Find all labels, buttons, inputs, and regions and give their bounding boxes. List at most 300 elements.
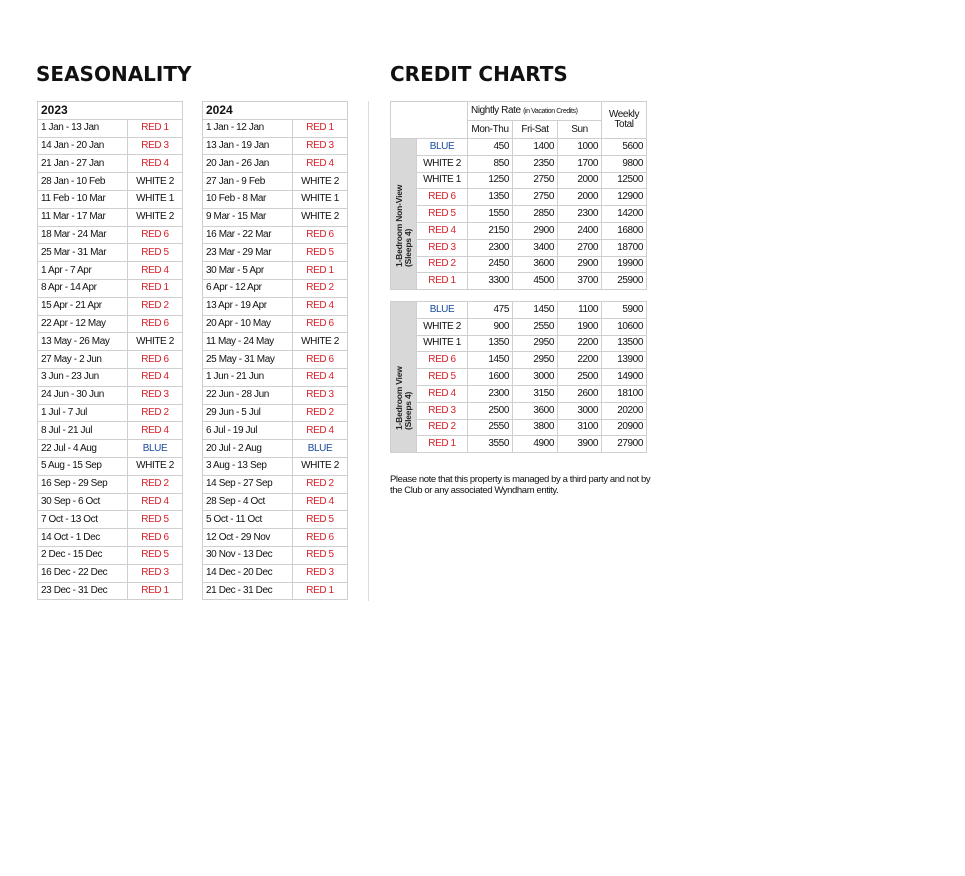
weekly-total-value: 9800 [602,155,647,172]
date-range: 16 Dec - 22 Dec [38,564,128,582]
room-type-name: 1-Bedroom Non-View [393,185,404,268]
credit-table-body [391,302,647,453]
season-label: RED 1 [293,119,348,137]
date-range: 1 Jul - 7 Jul [38,404,128,422]
weekly-total-value: 18700 [602,239,647,256]
date-range: 21 Dec - 31 Dec [203,582,293,600]
table-row [391,172,647,189]
sun-value: 2500 [558,369,602,386]
table-row [391,155,647,172]
date-range: 9 Mar - 15 Mar [203,208,293,226]
date-range: 18 Mar - 24 Mar [38,226,128,244]
table-row [203,173,348,191]
sun-value: 2600 [558,385,602,402]
date-range: 25 Mar - 31 Mar [38,244,128,262]
date-range: 20 Jul - 2 Aug [203,440,293,458]
fri-sat-value: 2950 [513,352,558,369]
date-range: 11 May - 24 May [203,333,293,351]
credit-header-row [391,102,647,121]
date-range: 28 Jan - 10 Feb [38,173,128,191]
table-row [38,475,183,493]
table-row [203,155,348,173]
date-range: 14 Dec - 20 Dec [203,564,293,582]
table-row [203,119,348,137]
room-type-label-cell [391,302,417,453]
table-row [203,404,348,422]
date-range: 1 Jan - 12 Jan [203,119,293,137]
credit-table-view [390,301,647,453]
credit-table-body [391,102,647,290]
sun-value: 2700 [558,239,602,256]
table-row [203,208,348,226]
year-row [203,102,348,120]
season-label: RED 4 [293,493,348,511]
table-row [203,564,348,582]
weekly-total-value: 12500 [602,172,647,189]
weekly-total-value: 14200 [602,206,647,223]
date-range: 2 Dec - 15 Dec [38,546,128,564]
season-label: RED 5 [293,244,348,262]
date-range: 20 Apr - 10 May [203,315,293,333]
table-row [38,440,183,458]
weekly-total-value: 14900 [602,369,647,386]
sun-value: 1000 [558,139,602,156]
season-label: RED 3 [293,137,348,155]
mon-thu-value: 1450 [468,352,513,369]
table-row [203,262,348,280]
room-capacity: (Sleeps 4) [402,392,413,431]
season-label: RED 4 [128,493,183,511]
season-label: WHITE 2 [128,333,183,351]
season-label: RED 3 [417,239,468,256]
season-label: RED 5 [128,546,183,564]
mon-thu-value: 2300 [468,239,513,256]
date-range: 10 Feb - 8 Mar [203,190,293,208]
season-label: BLUE [417,139,468,156]
weekly-total-value: 16800 [602,222,647,239]
table-row [391,302,647,319]
weekly-total-value: 19900 [602,256,647,273]
table-row [38,244,183,262]
date-range: 21 Jan - 27 Jan [38,155,128,173]
table-row [38,404,183,422]
total-label: Total [614,119,634,130]
table-row [203,386,348,404]
table-row [203,279,348,297]
weekly-total-value: 5600 [602,139,647,156]
table-row [391,139,647,156]
date-range: 13 Jan - 19 Jan [203,137,293,155]
date-range: 14 Sep - 27 Sep [203,475,293,493]
date-range: 22 Jun - 28 Jun [203,386,293,404]
table-row [391,239,647,256]
room-capacity: (Sleeps 4) [402,229,413,268]
table-row [203,546,348,564]
date-range: 3 Aug - 13 Sep [203,457,293,475]
table-row [203,244,348,262]
table-row [203,297,348,315]
season-label: RED 2 [128,404,183,422]
mon-thu-value: 900 [468,318,513,335]
season-label: BLUE [293,440,348,458]
fri-sat-value: 2350 [513,155,558,172]
season-label: RED 5 [417,369,468,386]
table-row [391,273,647,290]
fri-sat-value: 3400 [513,239,558,256]
season-label: WHITE 2 [417,155,468,172]
table-row [391,318,647,335]
mon-thu-value: 1350 [468,189,513,206]
date-range: 8 Jul - 21 Jul [38,422,128,440]
weekly-total-value: 13500 [602,335,647,352]
season-label: RED 6 [128,351,183,369]
mon-thu-value: 1350 [468,335,513,352]
fri-sat-value: 2750 [513,172,558,189]
season-label: RED 5 [293,546,348,564]
date-range: 13 Apr - 19 Apr [203,297,293,315]
weekly-total-value: 5900 [602,302,647,319]
date-range: 5 Oct - 11 Oct [203,511,293,529]
season-label: RED 6 [293,315,348,333]
date-range: 30 Nov - 13 Dec [203,546,293,564]
fri-sat-value: 1400 [513,139,558,156]
year-label: 2024 [203,102,348,120]
table-row [391,335,647,352]
date-range: 8 Apr - 14 Apr [38,279,128,297]
season-label: RED 4 [293,297,348,315]
season-label: WHITE 1 [293,190,348,208]
date-range: 6 Jul - 19 Jul [203,422,293,440]
table-row [38,208,183,226]
fri-sat-value: 3600 [513,402,558,419]
date-range: 7 Oct - 13 Oct [38,511,128,529]
table-row [38,262,183,280]
table-row [203,315,348,333]
season-label: RED 4 [417,385,468,402]
date-range: 12 Oct - 29 Nov [203,529,293,547]
fri-sat-value: 2950 [513,335,558,352]
season-label: RED 1 [417,273,468,290]
date-range: 3 Jun - 23 Jun [38,368,128,386]
date-range: 22 Apr - 12 May [38,315,128,333]
table-row [203,475,348,493]
season-label: RED 2 [293,475,348,493]
season-label: WHITE 2 [293,457,348,475]
date-range: 28 Sep - 4 Oct [203,493,293,511]
season-label: RED 5 [417,206,468,223]
table-row [38,297,183,315]
nightly-rate-note: (in Vacation Credits) [523,108,578,115]
room-type-label [395,367,413,431]
sun-value: 2000 [558,189,602,206]
nightly-rate-header [468,102,602,121]
table-row [38,279,183,297]
fri-sat-value: 4500 [513,273,558,290]
property-note: Please note that this property is managed by a third party and not by the Club or any associated Wyndham entity. [390,474,651,497]
table-row [391,352,647,369]
season-label: RED 6 [128,226,183,244]
fri-sat-value: 1450 [513,302,558,319]
season-label: RED 4 [128,368,183,386]
table-row [203,351,348,369]
mon-thu-value: 1250 [468,172,513,189]
date-range: 29 Jun - 5 Jul [203,404,293,422]
fri-sat-value: 3150 [513,385,558,402]
date-range: 30 Sep - 6 Oct [38,493,128,511]
table-row [38,386,183,404]
mon-thu-value: 2300 [468,385,513,402]
mon-thu-value: 1550 [468,206,513,223]
mon-thu-value: 3550 [468,436,513,453]
table-row [203,137,348,155]
season-label: RED 5 [128,511,183,529]
table-row [38,493,183,511]
date-range: 11 Feb - 10 Mar [38,190,128,208]
table-row [203,333,348,351]
mon-thu-value: 850 [468,155,513,172]
date-range: 27 May - 2 Jun [38,351,128,369]
season-table-body [203,102,348,600]
mon-thu-value: 1600 [468,369,513,386]
table-row [38,511,183,529]
table-row [38,190,183,208]
season-label: RED 6 [293,529,348,547]
table-row [38,564,183,582]
table-row [391,369,647,386]
season-table-2023 [37,101,183,600]
season-label: RED 3 [128,137,183,155]
year-label: 2023 [38,102,183,120]
mon-thu-value: 2150 [468,222,513,239]
date-range: 1 Jan - 13 Jan [38,119,128,137]
date-range: 25 May - 31 May [203,351,293,369]
season-label: BLUE [128,440,183,458]
date-range: 14 Jan - 20 Jan [38,137,128,155]
weekly-total-value: 10600 [602,318,647,335]
table-row [203,511,348,529]
table-row [391,436,647,453]
sun-value: 1900 [558,318,602,335]
mon-thu-value: 2500 [468,402,513,419]
table-row [391,189,647,206]
date-range: 6 Apr - 12 Apr [203,279,293,297]
table-row [38,582,183,600]
table-row [38,529,183,547]
season-label: WHITE 2 [293,333,348,351]
date-range: 22 Jul - 4 Aug [38,440,128,458]
table-row [203,422,348,440]
table-row [38,546,183,564]
room-type-name: 1-Bedroom View [393,366,404,431]
date-range: 15 Apr - 21 Apr [38,297,128,315]
date-range: 27 Jan - 9 Feb [203,173,293,191]
season-label: RED 6 [293,226,348,244]
date-range: 11 Mar - 17 Mar [38,208,128,226]
table-row [38,137,183,155]
season-label: RED 4 [293,422,348,440]
date-range: 13 May - 26 May [38,333,128,351]
col-fri-sat: Fri-Sat [513,121,558,139]
table-row [203,582,348,600]
table-row [38,226,183,244]
season-label: WHITE 2 [293,173,348,191]
table-row [203,190,348,208]
season-label: RED 1 [128,119,183,137]
fri-sat-value: 2850 [513,206,558,223]
sun-value: 3100 [558,419,602,436]
date-range: 16 Mar - 22 Mar [203,226,293,244]
season-label: WHITE 1 [128,190,183,208]
weekly-total-value: 13900 [602,352,647,369]
season-label: RED 3 [128,564,183,582]
table-row [203,440,348,458]
table-row [38,422,183,440]
room-type-label-cell [391,139,417,290]
fri-sat-value: 3600 [513,256,558,273]
season-label: RED 4 [293,155,348,173]
credit-charts-title: CREDIT CHARTS [390,62,568,86]
date-range: 20 Jan - 26 Jan [203,155,293,173]
table-row [391,419,647,436]
year-row [38,102,183,120]
table-row [391,222,647,239]
col-sun: Sun [558,121,602,139]
room-type-label [395,185,413,267]
sun-value: 3700 [558,273,602,290]
season-label: RED 6 [417,189,468,206]
season-label: RED 1 [128,582,183,600]
season-label: RED 2 [293,404,348,422]
table-row [38,368,183,386]
sun-value: 2200 [558,352,602,369]
table-row [203,493,348,511]
table-row [38,119,183,137]
sun-value: 1100 [558,302,602,319]
season-label: RED 2 [128,297,183,315]
table-row [203,529,348,547]
season-label: WHITE 2 [293,208,348,226]
weekly-total-value: 20200 [602,402,647,419]
season-label: WHITE 2 [417,318,468,335]
table-row [391,385,647,402]
col-mon-thu: Mon-Thu [468,121,513,139]
table-row [391,206,647,223]
fri-sat-value: 2750 [513,189,558,206]
season-label: RED 2 [128,475,183,493]
date-range: 5 Aug - 15 Sep [38,457,128,475]
fri-sat-value: 4900 [513,436,558,453]
date-range: 1 Jun - 21 Jun [203,368,293,386]
mon-thu-value: 3300 [468,273,513,290]
nightly-rate-label: Nightly Rate [471,105,521,116]
season-label: RED 4 [293,368,348,386]
season-label: RED 5 [128,244,183,262]
fri-sat-value: 3800 [513,419,558,436]
mon-thu-value: 2450 [468,256,513,273]
weekly-total-value: 18100 [602,385,647,402]
season-label: RED 2 [293,279,348,297]
season-label: RED 3 [293,564,348,582]
season-label: WHITE 2 [128,173,183,191]
sun-value: 2900 [558,256,602,273]
table-row [203,457,348,475]
sun-value: 2000 [558,172,602,189]
sun-value: 2300 [558,206,602,223]
weekly-total-value: 12900 [602,189,647,206]
season-label: RED 6 [293,351,348,369]
date-range: 23 Mar - 29 Mar [203,244,293,262]
season-label: RED 2 [417,256,468,273]
season-label: RED 6 [128,529,183,547]
table-row [38,315,183,333]
season-label: RED 1 [293,582,348,600]
season-label: RED 1 [417,436,468,453]
date-range: 24 Jun - 30 Jun [38,386,128,404]
season-label: RED 5 [293,511,348,529]
table-row [391,256,647,273]
header-blank-cell [391,102,468,139]
season-label: RED 3 [417,402,468,419]
season-label: RED 4 [417,222,468,239]
sun-value: 1700 [558,155,602,172]
season-label: RED 3 [293,386,348,404]
sun-value: 3900 [558,436,602,453]
fri-sat-value: 3000 [513,369,558,386]
season-label: WHITE 2 [128,457,183,475]
table-row [38,155,183,173]
season-label: RED 1 [128,279,183,297]
date-range: 16 Sep - 29 Sep [38,475,128,493]
season-label: WHITE 1 [417,335,468,352]
season-table-body [38,102,183,600]
season-label: RED 4 [128,262,183,280]
season-label: RED 4 [128,155,183,173]
table-row [38,173,183,191]
weekly-total-value: 25900 [602,273,647,290]
weekly-total-value: 27900 [602,436,647,453]
season-label: RED 2 [417,419,468,436]
season-label: BLUE [417,302,468,319]
season-table-2024 [202,101,348,600]
fri-sat-value: 2900 [513,222,558,239]
sun-value: 2200 [558,335,602,352]
season-label: RED 3 [128,386,183,404]
table-row [391,402,647,419]
fri-sat-value: 2550 [513,318,558,335]
sun-value: 3000 [558,402,602,419]
table-row [203,368,348,386]
mon-thu-value: 2550 [468,419,513,436]
weekly-total-header [602,102,647,139]
table-row [203,226,348,244]
season-label: WHITE 1 [417,172,468,189]
date-range: 30 Mar - 5 Apr [203,262,293,280]
mon-thu-value: 475 [468,302,513,319]
season-label: WHITE 2 [128,208,183,226]
date-range: 23 Dec - 31 Dec [38,582,128,600]
season-label: RED 6 [128,315,183,333]
table-row [38,333,183,351]
weekly-total-value: 20900 [602,419,647,436]
season-label: RED 6 [417,352,468,369]
date-range: 1 Apr - 7 Apr [38,262,128,280]
credit-table-non-view [390,101,647,290]
seasonality-title: SEASONALITY [36,62,192,86]
table-row [38,457,183,475]
table-row [38,351,183,369]
season-label: RED 1 [293,262,348,280]
section-divider [368,101,369,601]
